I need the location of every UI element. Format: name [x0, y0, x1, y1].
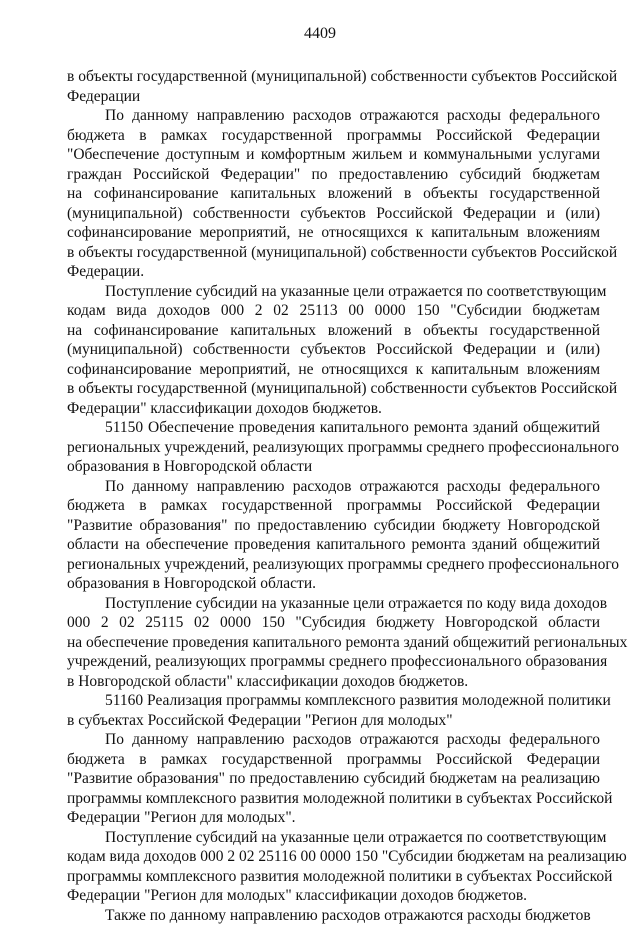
paragraph [67, 828, 600, 906]
text-line: По данному направлению расходов отражаются расходы федерального [67, 730, 600, 750]
text-line: "Развитие образования" по предоставлению субсидий бюджетам на реализацию [67, 769, 600, 789]
text-line: Федерации "Регион для молодых". [67, 808, 600, 828]
text-line: Поступление субсидий на указанные цели отражается по соответствующим [67, 282, 600, 302]
text-line: региональных учреждений, реализующих программы среднего профессионального [67, 555, 600, 575]
paragraph [67, 106, 600, 282]
paragraph [67, 67, 600, 106]
text-line: программы комплексного развития молодежной политики в субъектах Российской [67, 789, 600, 809]
text-line: бюджета в рамках государственной программы Российской Федерации [67, 126, 600, 146]
text-line: 000 2 02 25115 02 0000 150 "Субсидия бюджету Новгородской области [67, 613, 600, 633]
text-line: на софинансирование капитальных вложений в объекты государственной [67, 184, 600, 204]
text-line: в субъектах Российской Федерации "Регион для молодых" [67, 711, 600, 731]
text-line: региональных учреждений, реализующих программы среднего профессионального [67, 438, 600, 458]
text-line: "Развитие образования" по предоставлению субсидии бюджету Новгородской [67, 516, 600, 536]
text-line: Также по данному направлению расходов отражаются расходы бюджетов [67, 906, 600, 925]
text-line: области на обеспечение проведения капитального ремонта зданий общежитий [67, 535, 600, 555]
text-line: кодам вида доходов 000 2 02 25116 00 0000 150 "Субсидии бюджетам на реализацию [67, 847, 600, 867]
text-line: на обеспечение проведения капитального ремонта зданий общежитий региональных [67, 633, 600, 653]
text-line: в объекты государственной (муниципальной) собственности субъектов Российской [67, 379, 600, 399]
text-line: 51150 Обеспечение проведения капитального ремонта зданий общежитий [67, 418, 600, 438]
paragraph [67, 477, 600, 594]
paragraph [67, 418, 600, 477]
text-line: кодам вида доходов 000 2 02 25113 00 0000 150 "Субсидии бюджетам [67, 301, 600, 321]
text-line: Поступление субсидий на указанные цели отражается по соответствующим [67, 828, 600, 848]
paragraph [67, 691, 600, 730]
paragraph [67, 282, 600, 419]
text-line: 51160 Реализация программы комплексного развития молодежной политики [67, 691, 600, 711]
paragraph [67, 730, 600, 828]
paragraph [67, 594, 600, 692]
text-line: в Новгородской области" классификации доходов бюджетов. [67, 672, 600, 692]
text-line: Федерации [67, 87, 600, 107]
text-line: бюджета в рамках государственной программы Российской Федерации [67, 750, 600, 770]
text-line: образования в Новгородской области [67, 457, 600, 477]
text-line: Федерации" классификации доходов бюджетов. [67, 399, 600, 419]
text-line: (муниципальной) собственности субъектов Российской Федерации и (или) [67, 340, 600, 360]
paragraph [67, 906, 600, 925]
text-line: Поступление субсидии на указанные цели отражается по коду вида доходов [67, 594, 600, 614]
text-line: бюджета в рамках государственной программы Российской Федерации [67, 496, 600, 516]
text-line: в объекты государственной (муниципальной) собственности субъектов Российской [67, 243, 600, 263]
page-number: 4409 [0, 24, 640, 44]
text-line: на софинансирование капитальных вложений в объекты государственной [67, 321, 600, 341]
text-line: (муниципальной) собственности субъектов Российской Федерации и (или) [67, 204, 600, 224]
document-body [67, 67, 600, 925]
text-line: Федерации "Регион для молодых" классификации доходов бюджетов. [67, 886, 600, 906]
text-line: программы комплексного развития молодежной политики в субъектах Российской [67, 867, 600, 887]
text-line: софинансирование мероприятий, не относящихся к капитальным вложениям [67, 223, 600, 243]
text-line: софинансирование мероприятий, не относящихся к капитальным вложениям [67, 360, 600, 380]
text-line: граждан Российской Федерации" по предоставлению субсидий бюджетам [67, 165, 600, 185]
text-line: учреждений, реализующих программы среднего профессионального образования [67, 652, 600, 672]
text-line: По данному направлению расходов отражаются расходы федерального [67, 106, 600, 126]
text-line: в объекты государственной (муниципальной) собственности субъектов Российской [67, 67, 600, 87]
text-line: Федерации. [67, 262, 600, 282]
text-line: По данному направлению расходов отражаются расходы федерального [67, 477, 600, 497]
text-line: "Обеспечение доступным и комфортным жильем и коммунальными услугами [67, 145, 600, 165]
text-line: образования в Новгородской области. [67, 574, 600, 594]
